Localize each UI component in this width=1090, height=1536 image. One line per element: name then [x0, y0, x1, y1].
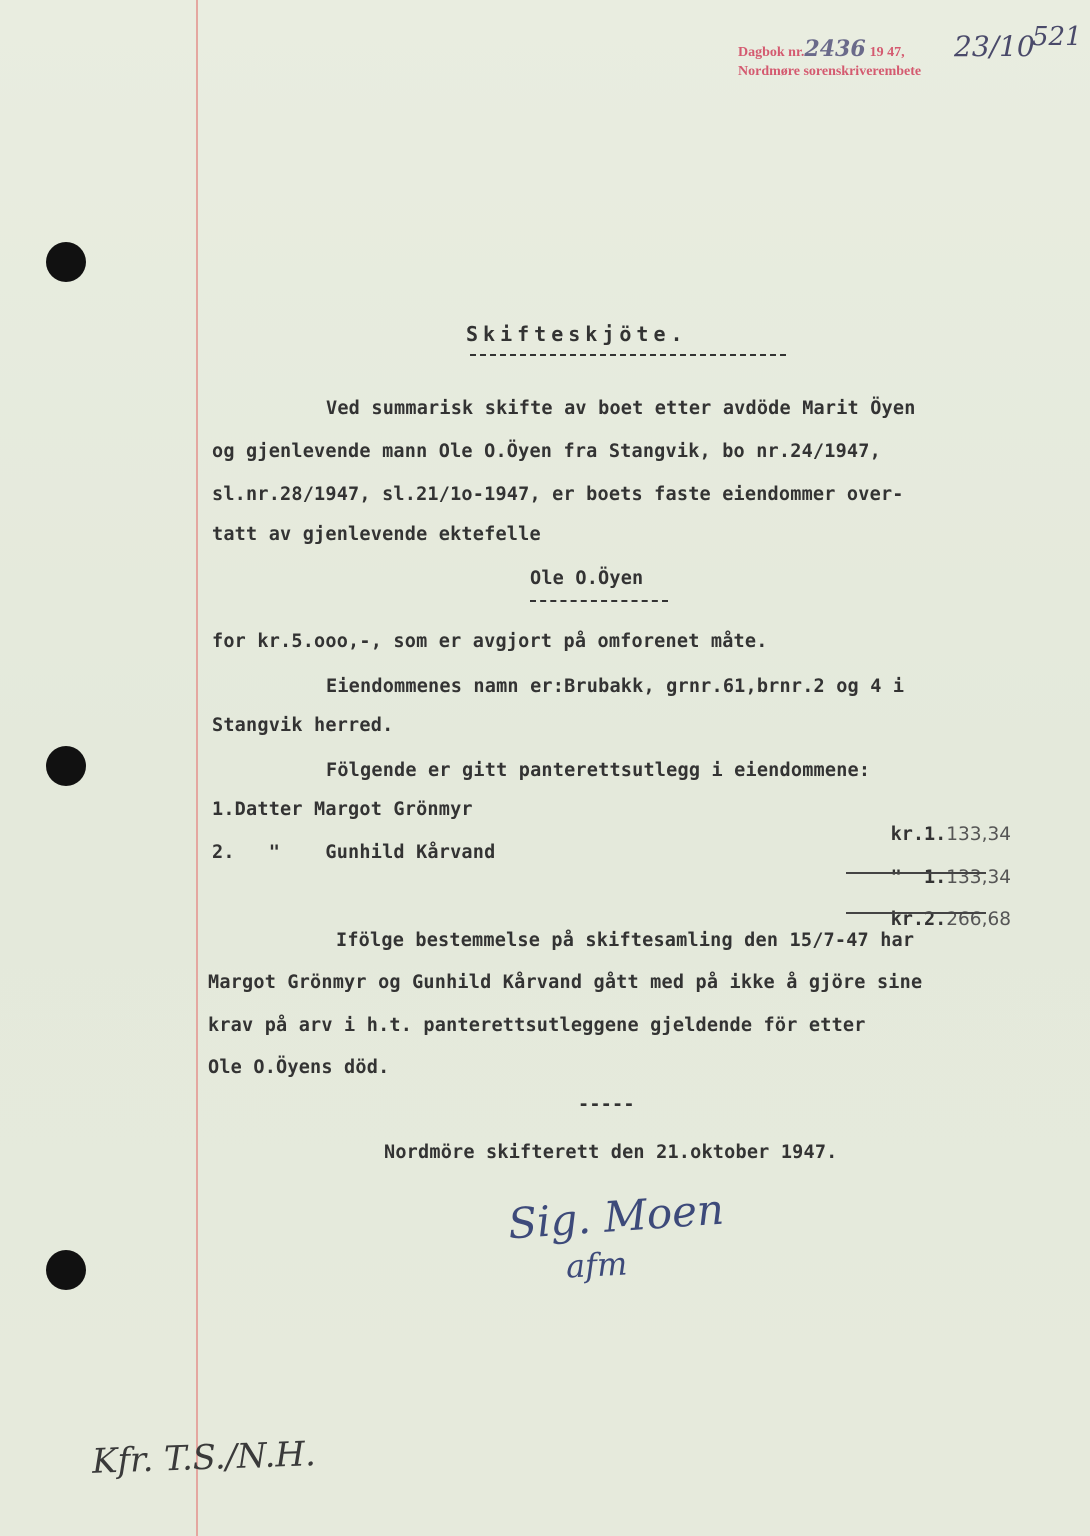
- margin-line: [196, 0, 198, 1536]
- signature-afm: afm: [565, 1244, 629, 1286]
- lien-row-1-amount-prefix: kr.1.: [890, 824, 947, 845]
- lien-row-2-amount-hand: 133,34: [946, 867, 1011, 888]
- place-and-date: Nordmöre skifterett den 21.oktober 1947.: [384, 1142, 838, 1163]
- stamp-office: Nordmøre sorenskriverembete: [738, 64, 922, 79]
- lien-row-2-label: 2. " Gunhild Kårvand: [212, 842, 496, 863]
- para2-line4: Ole O.Öyens död.: [208, 1057, 390, 1078]
- handwritten-date: 23/10: [954, 30, 1035, 63]
- footer-note: Kfr. T.S./N.H.: [91, 1434, 317, 1482]
- punch-hole-top: [46, 242, 86, 282]
- separator: -----: [578, 1094, 635, 1115]
- price-line: for kr.5.ooo,-, som er avgjort på omforenet måte.: [212, 631, 768, 652]
- para2-line1: Ifölge bestemmelse på skiftesamling den 15/7-47 har: [336, 930, 915, 951]
- property-line2: Stangvik herred.: [212, 715, 394, 736]
- liens-intro: Fölgende er gitt panterettsutlegg i eiendommene:: [326, 760, 871, 781]
- para1-line1: Ved summarisk skifte av boet etter avdöde Marit Öyen: [326, 398, 916, 419]
- acquirer-name: Ole O.Öyen: [530, 568, 644, 589]
- handwritten-page-number: 521: [1032, 22, 1082, 52]
- punch-hole-bottom: [46, 1250, 86, 1290]
- property-line1: Eiendommenes namn er:Brubakk, grnr.61,brnr.2 og 4 i: [326, 676, 905, 697]
- signature: Sig. Moen: [506, 1184, 726, 1249]
- para2-line3: krav på arv i h.t. panterettsutleggene gjeldende för etter: [208, 1015, 866, 1036]
- lien-total-prefix: kr.2.: [890, 909, 947, 930]
- stamp-year: 19 47,: [869, 45, 905, 60]
- total-underline: [846, 912, 986, 914]
- lien-row-1-label: 1.Datter Margot Grönmyr: [212, 799, 473, 820]
- para2-line2: Margot Grönmyr og Gunhild Kårvand gått med på ikke å gjöre sine: [208, 972, 923, 993]
- lien-row-1-amount-hand: 133,34: [946, 824, 1011, 845]
- stamp-number: 2436: [804, 36, 866, 62]
- document-title: Skifteskjöte.: [466, 322, 688, 346]
- subtotal-underline: [846, 872, 986, 874]
- lien-total-hand: 266,68: [946, 909, 1011, 930]
- registry-stamp: [738, 36, 905, 62]
- para1-line4: tatt av gjenlevende ektefelle: [212, 524, 541, 545]
- lien-row-2-amount-prefix: " 1.: [890, 867, 947, 888]
- title-underline: [470, 354, 786, 356]
- stamp-prefix: Dagbok nr.: [738, 45, 805, 60]
- para1-line2: og gjenlevende mann Ole O.Öyen fra Stangvik, bo nr.24/1947,: [212, 441, 881, 462]
- name-underline: [530, 600, 668, 602]
- punch-hole-middle: [46, 746, 86, 786]
- para1-line3: sl.nr.28/1947, sl.21/1o-1947, er boets faste eiendommer over-: [212, 484, 904, 505]
